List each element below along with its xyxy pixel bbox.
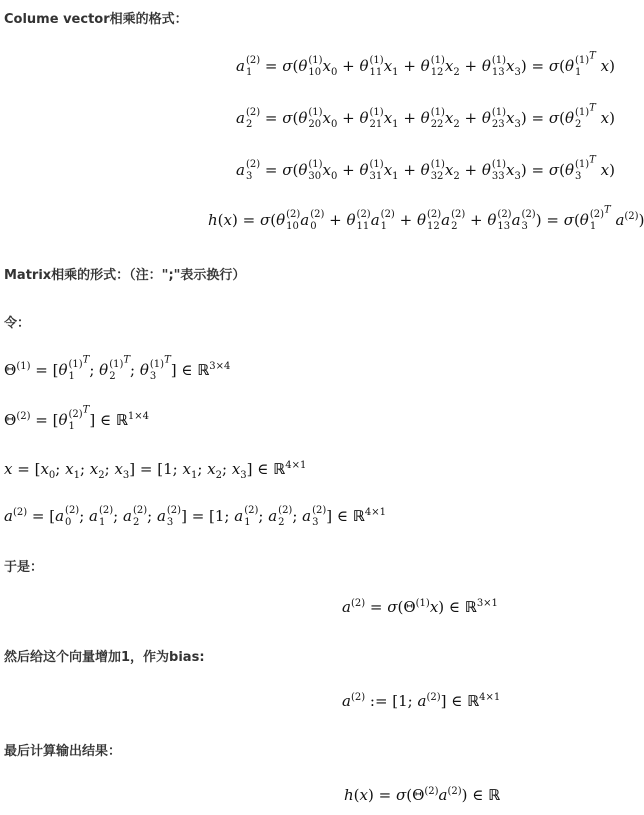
text-add-bias: 然后给这个向量增加1，作为bias: bbox=[4, 650, 205, 665]
equation-hx-final: $h(x) = \sigma(\Theta^{(2)}a^{(2)})$ ∈ ℝ bbox=[344, 786, 501, 804]
equation-a3: a (2) 3 = σ(θ (1) 30 $x_0 + \theta$ (1) 31 $x_1 + \theta$ (1) 32 $x_2 + \theta$ (1) 33 $x_3) = \sigma(\theta$ $(1)^T$ 3 x) bbox=[236, 154, 615, 182]
heading-matrix: Matrix相乘的形式：（注：";"表示换行） bbox=[4, 268, 246, 283]
equation-theta2: $\Theta^{(2)} = [\theta$ $(2)^T$ 1 ] ∈ ℝ$^{1\times 4}$ bbox=[4, 404, 149, 432]
equation-a-sigma: $a^{(2)} = \sigma(\Theta^{(1)}x)$ ∈ ℝ$^{3\times 1}$ bbox=[342, 598, 498, 616]
equation-a2: a (2) 2 = σ(θ (1) 20 $x_0 + \theta$ (1) 21 $x_1 + \theta$ (1) 22 $x_2 + \theta$ (1) 23 $x_3) = \sigma(\theta$ $(1)^T$ 2 x) bbox=[236, 102, 615, 130]
equation-a-vector: $a^{(2)} = [a$ (2) 0 ; a (2) 1 ; a (2) 2 ; a (2) 3 ] = [1; a (2) 1 ; a (2) 2 ; a (2) 3 ] ∈ ℝ$^{4\times 1}$ bbox=[4, 505, 386, 528]
equation-hx-expanded: h(x) = σ(θ (2) 10 a (2) 0 + θ (2) 11 a (2) 1 + θ (2) 12 a (2) 2 + θ (2) 13 a (2) 3 ) = σ(θ $(2)^T$ 1 $a^{(2)}$) bbox=[208, 204, 644, 232]
equation-a-bias: $a^{(2)}$ := [1; $a^{(2)}$] ∈ ℝ$^{4\times 1}$ bbox=[342, 692, 501, 710]
equation-theta1: $\Theta^{(1)} = [\theta$ $(1)^T$ 1 ; θ $(1)^T$ 2 ; θ $(1)^T$ 3 ] ∈ ℝ$^{3\times 4}$ bbox=[4, 354, 231, 382]
text-finally: 最后计算输出结果： bbox=[4, 744, 122, 759]
equation-a1: a (2) 1 = σ(θ (1) 10 $x_0 + \theta$ (1) 11 $x_1 + \theta$ (1) 12 $x_2 + \theta$ (1) 13 $x_3) = \sigma(\theta$ $(1)^T$ 1 x) bbox=[236, 50, 615, 78]
equation-x: $x = [x_0$; $x_1$; $x_2$; $x_3] = [1$; $x_1$; $x_2$; $x_3$] ∈ ℝ$^{4\times 1}$ bbox=[4, 460, 307, 481]
heading-column-vector: Colume vector相乘的格式： bbox=[4, 12, 188, 27]
text-let: 令： bbox=[4, 316, 31, 331]
text-then: 于是： bbox=[4, 560, 44, 575]
